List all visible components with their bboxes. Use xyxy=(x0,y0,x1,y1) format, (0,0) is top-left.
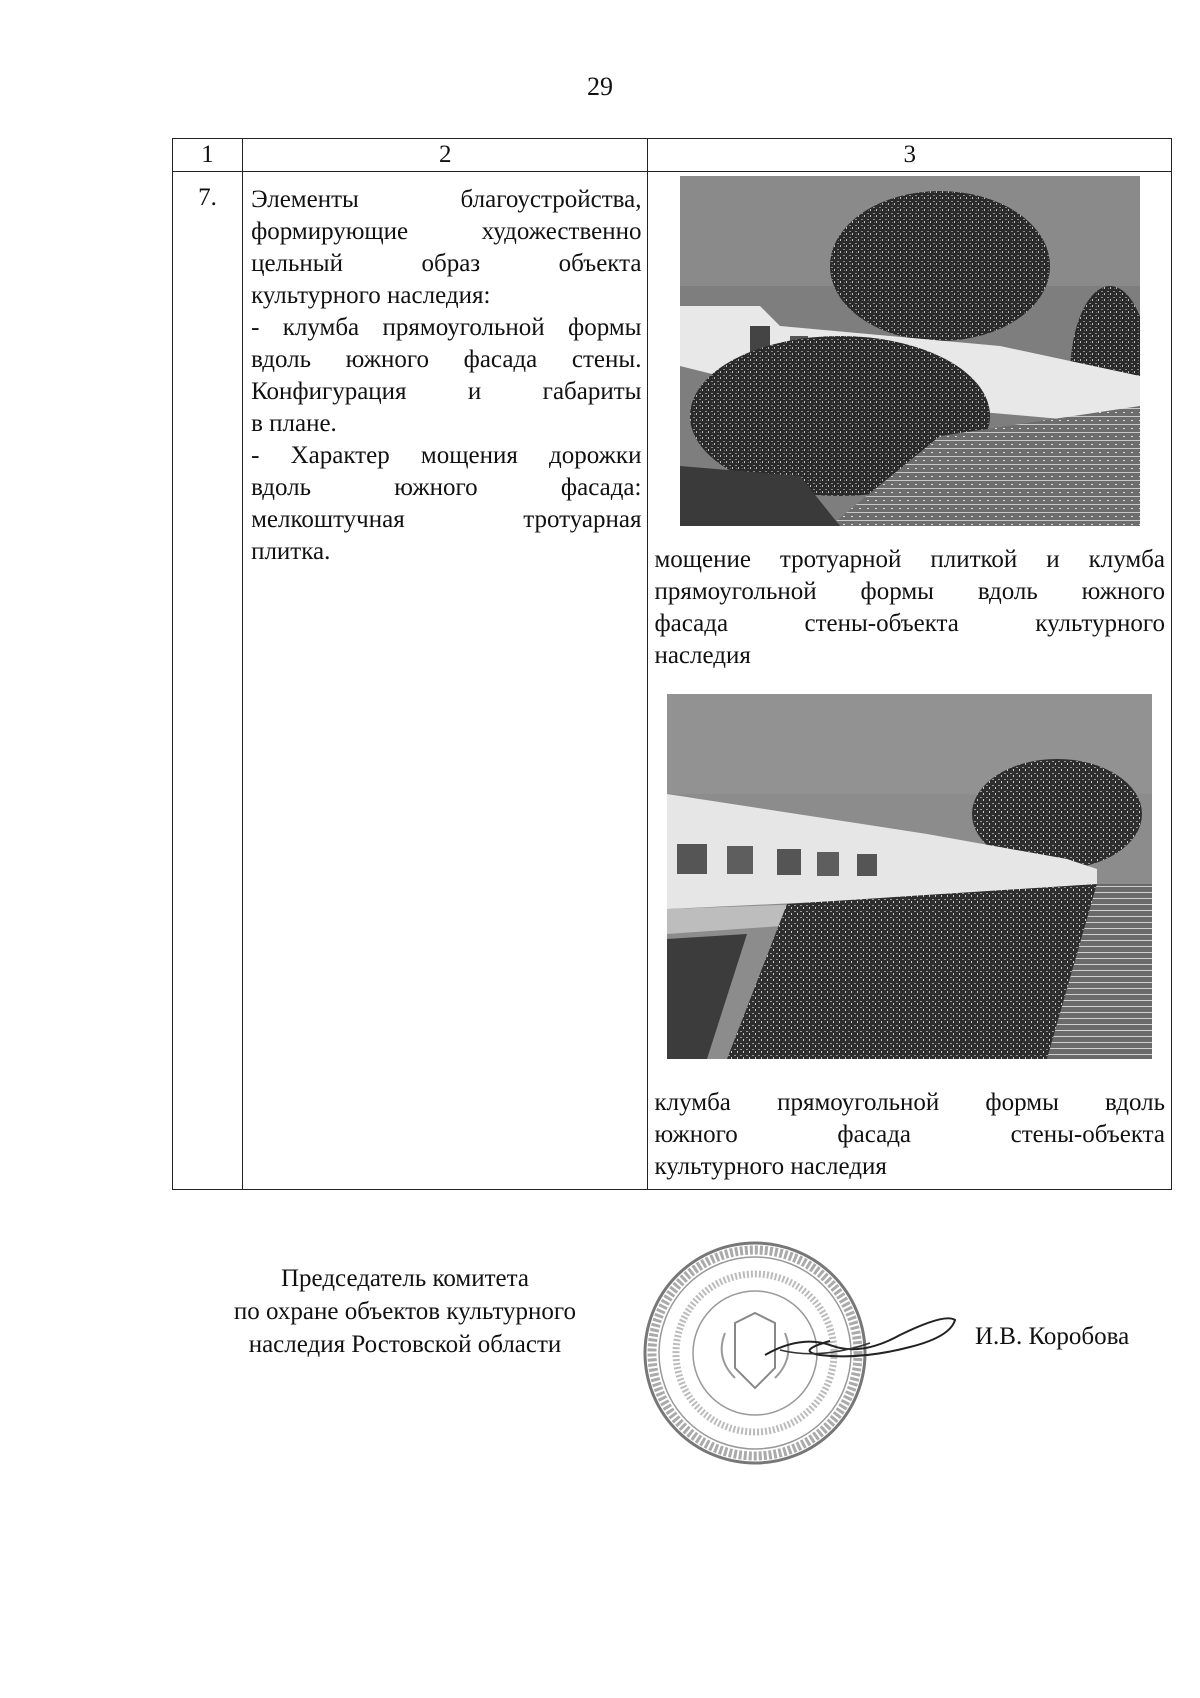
description-line: Конфигурация и габариты xyxy=(251,378,642,405)
description-line: плитка. xyxy=(251,538,331,565)
caption-line: южного фасада стены-объекта xyxy=(654,1121,1165,1148)
description-line: - клумба прямоугольной формы xyxy=(251,314,642,341)
description-line: вдоль южного фасада: xyxy=(251,474,642,501)
signatory-position xyxy=(195,1262,615,1361)
photo-paving-and-flowerbed xyxy=(680,176,1140,526)
description-line: формирующие художественно xyxy=(251,218,642,245)
caption-line: наследия xyxy=(654,642,751,669)
position-line: Председатель комитета xyxy=(281,1265,529,1292)
position-line: по охране объектов культурного xyxy=(233,1298,577,1325)
description-line: Элементы благоустройства, xyxy=(251,186,642,213)
header-col-1: 1 xyxy=(173,139,243,172)
photo1-caption xyxy=(654,544,1165,672)
caption-line: прямоугольной формы вдоль южного xyxy=(654,578,1165,605)
caption-line: фасада стены-объекта культурного xyxy=(654,610,1165,637)
description-line: - Характер мощения дорожки xyxy=(251,442,642,469)
description-line: культурного наследия: xyxy=(251,282,491,309)
description-line: вдоль южного фасада стены. xyxy=(251,346,642,373)
photo-flowerbed-along-wall xyxy=(667,694,1152,1059)
signature-icon xyxy=(760,1305,960,1375)
heritage-elements-table xyxy=(172,138,1172,1190)
description-line: цельный образ объекта xyxy=(251,250,642,277)
caption-line: культурного наследия xyxy=(654,1153,887,1180)
position-line: наследия Ростовской области xyxy=(248,1331,562,1358)
header-col-2: 2 xyxy=(243,139,648,172)
row-number: 7. xyxy=(173,172,243,1190)
signatory-name: И.В. Коробова xyxy=(975,1323,1130,1350)
row-description xyxy=(243,172,648,1190)
page-number: 29 xyxy=(587,72,613,101)
photo2-caption xyxy=(654,1087,1165,1183)
caption-line: мощение тротуарной плиткой и клумба xyxy=(654,546,1165,573)
caption-line: клумба прямоугольной формы вдоль xyxy=(654,1089,1165,1116)
table-row xyxy=(173,172,1172,1190)
row-photos xyxy=(648,172,1172,1190)
description-line: мелкоштучная тротуарная xyxy=(251,506,642,533)
description-line: в плане. xyxy=(251,410,337,437)
header-col-3: 3 xyxy=(648,139,1172,172)
table-header-row xyxy=(173,139,1172,172)
